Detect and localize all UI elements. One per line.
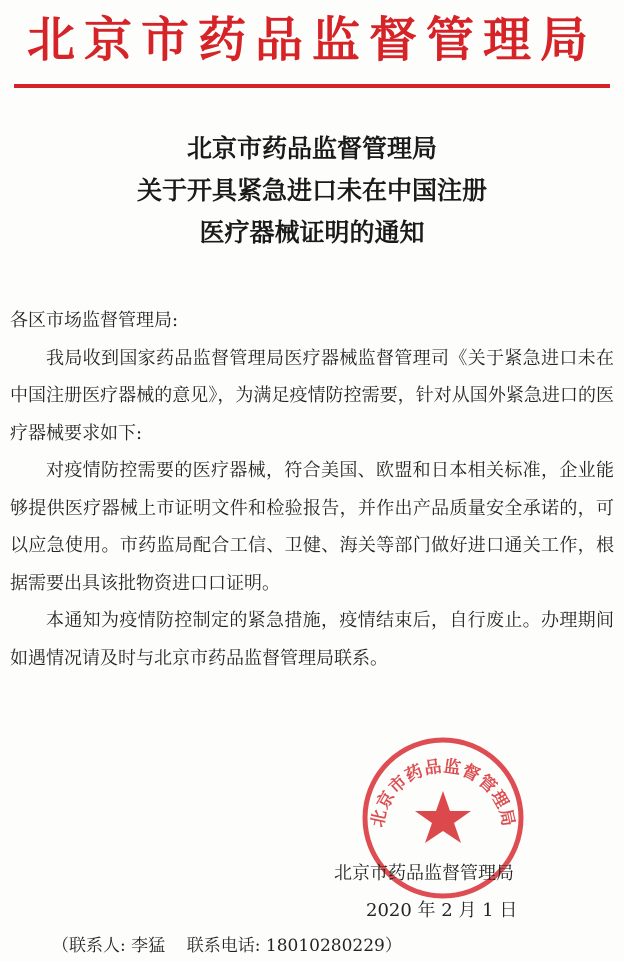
paragraph-3: 本通知为疫情防控制定的紧急措施，疫情结束后，自行废止。办理期间如遇情况请及时与北京市药品监督管理局联系。 xyxy=(10,610,614,669)
letterhead-rule xyxy=(14,84,610,88)
seal-star-icon xyxy=(415,791,471,843)
paragraph-2: 对疫情防控需要的医疗器械，符合美国、欧盟和日本相关标准，企业能够提供医疗器械上市证明文件和检验报告，并作出产品质量安全承诺的，可以应急使用。市药监局配合工信、卫健、海关等部门做好进口通关工作，根据需要出具该批物资进口口证明。 xyxy=(10,460,614,594)
letterhead-title: 北京市药品监督管理局 xyxy=(26,12,597,68)
paragraph-1: 我局收到国家药品监督管理局医疗器械监督管理司《关于紧急进口未在中国注册医疗器械的意见》，为满足疫情防控需要，针对从国外紧急进口的医疗器械要求如下: xyxy=(10,347,614,444)
title-line-1: 北京市药品监督管理局 xyxy=(186,134,437,163)
seal-text: 北京市药品监督管理局 xyxy=(367,756,519,830)
issue-date: 2020 年 2 月 1 日 xyxy=(366,900,518,921)
contact-info: （联系人: 李猛 联系电话: 18010280229） xyxy=(52,936,402,956)
title-line-3: 医疗器械证明的通知 xyxy=(199,218,425,247)
issuing-authority: 北京市药品监督管理局 xyxy=(334,863,514,884)
document-body xyxy=(10,302,614,677)
title-line-2: 关于开具紧急进口未在中国注册 xyxy=(136,176,487,205)
salutation: 各区市场监督管理局: xyxy=(10,310,179,331)
document-title xyxy=(0,128,624,254)
